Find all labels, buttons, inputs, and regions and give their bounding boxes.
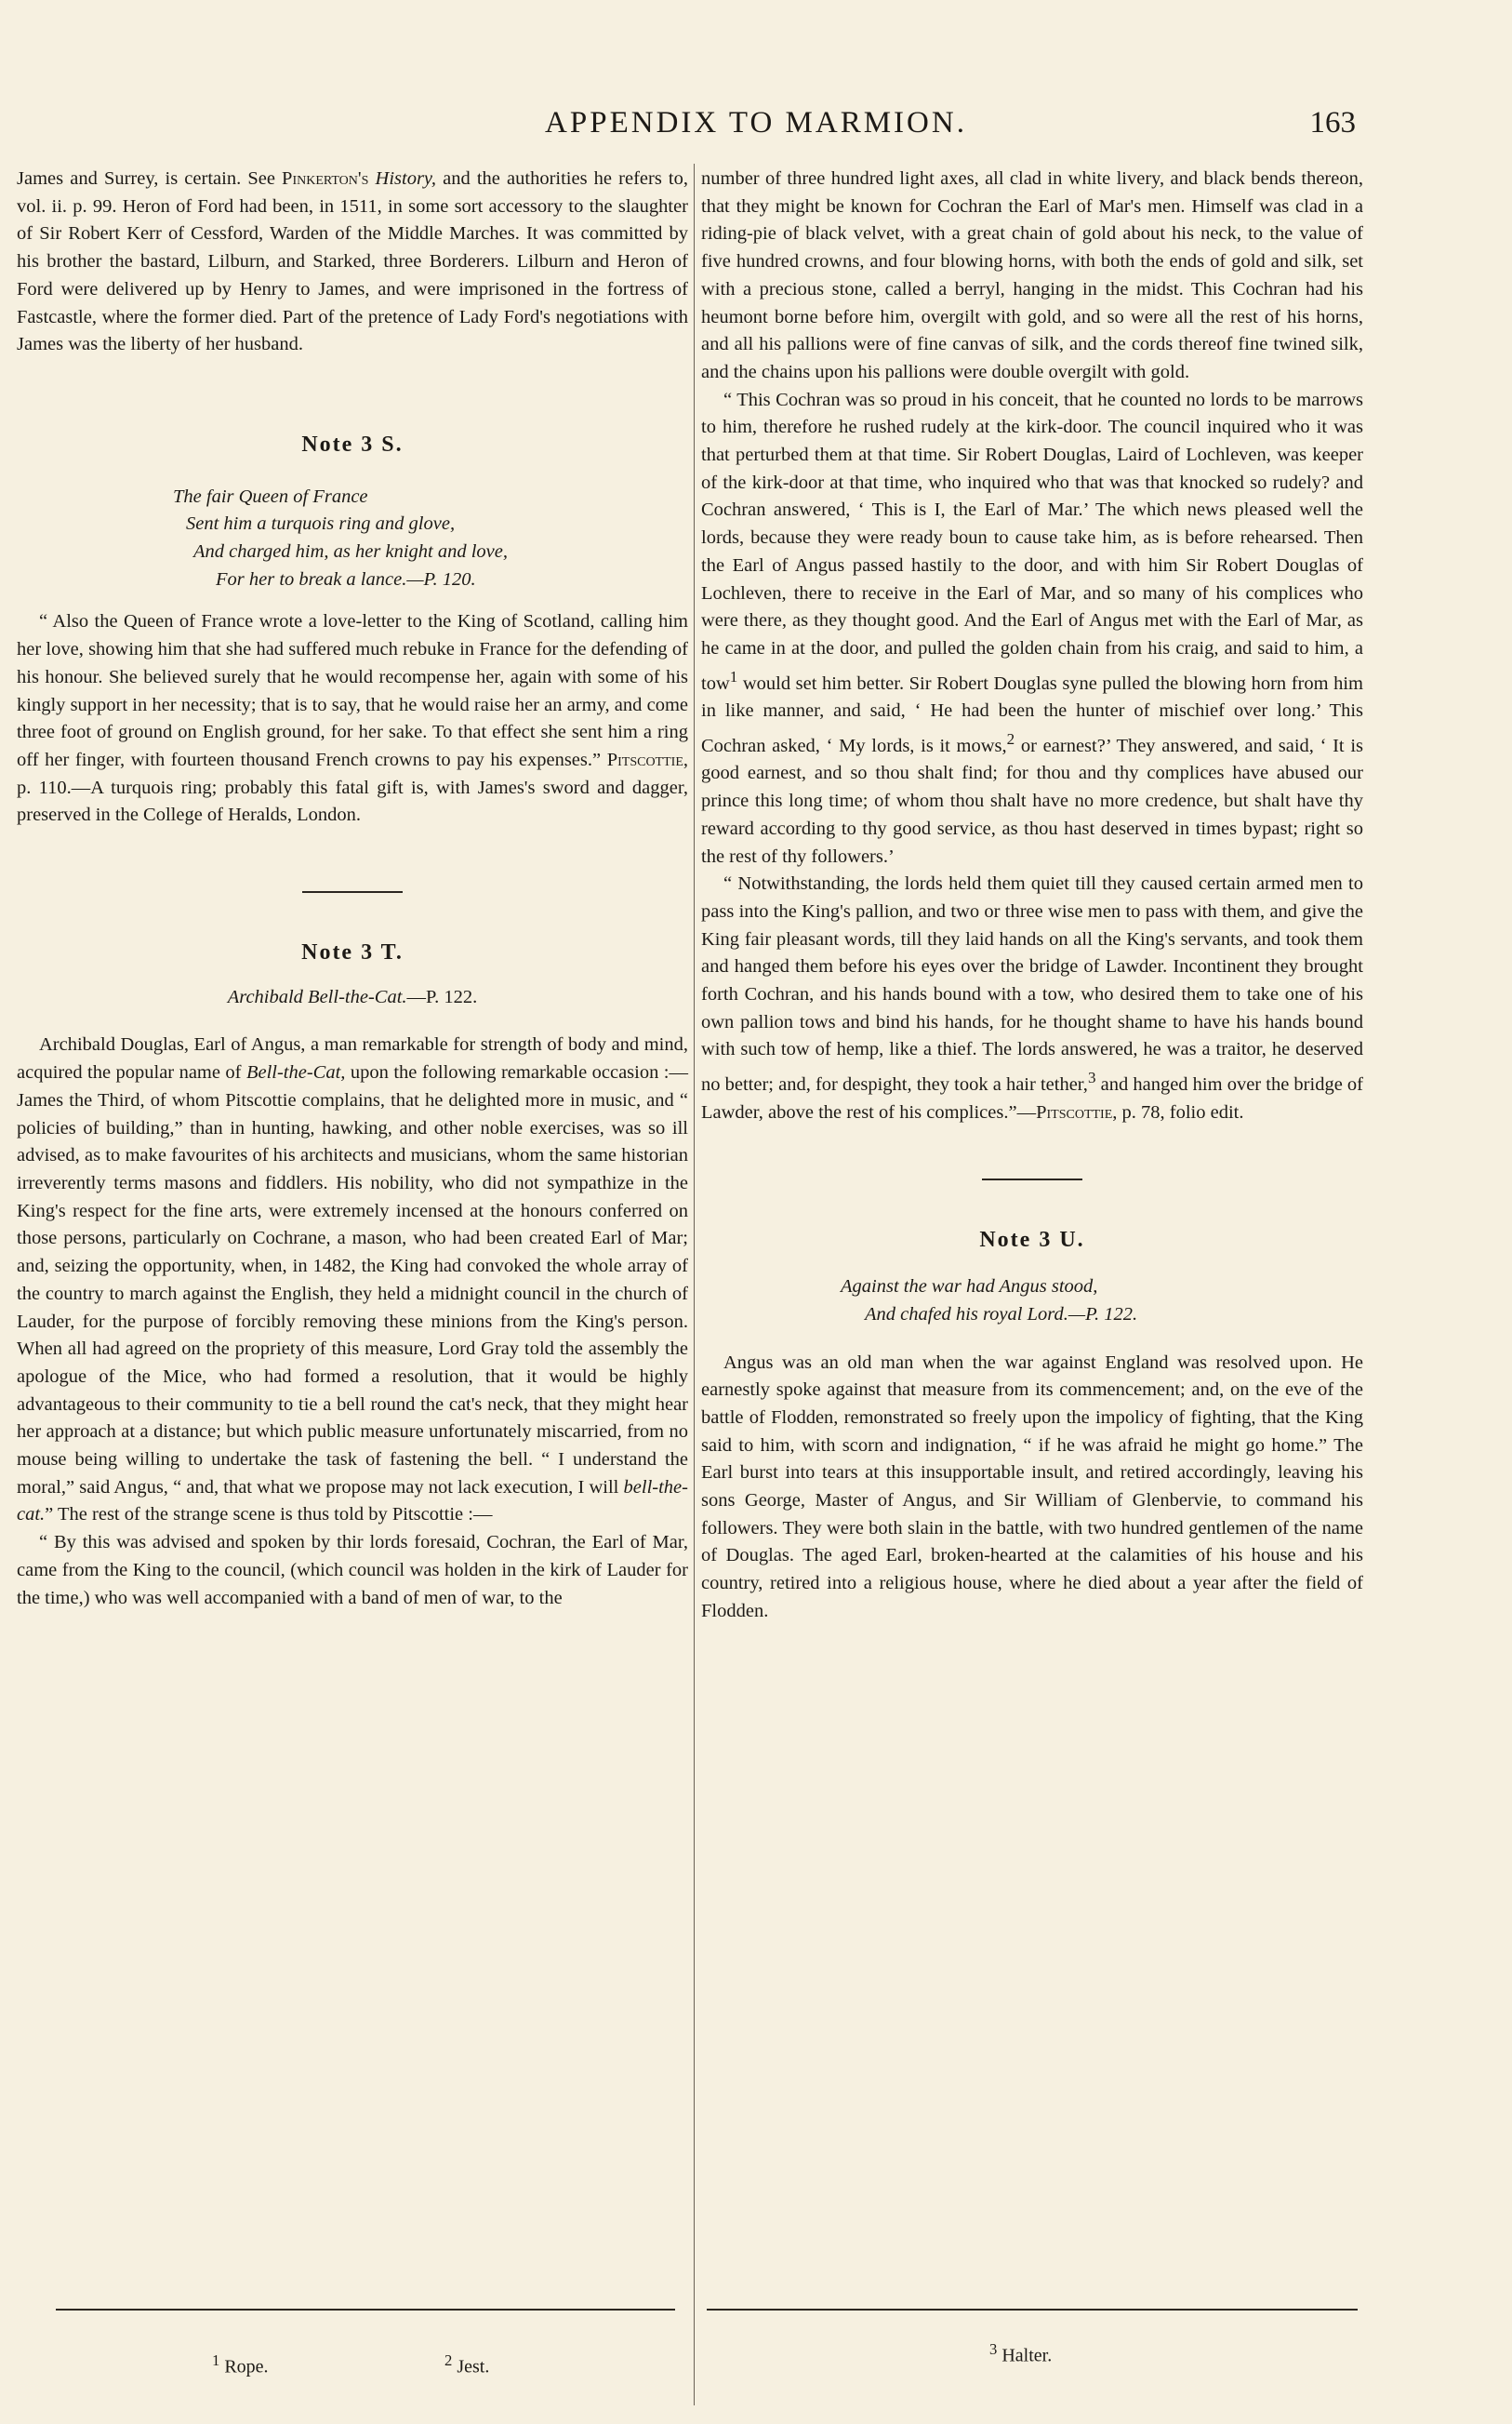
note-3s-verse: [17, 484, 688, 594]
verse-line: The fair Queen of France: [173, 486, 368, 507]
running-title: APPENDIX TO MARMION.: [545, 106, 967, 140]
footnote-rule-left: [56, 2309, 675, 2311]
footnote-1: $^1$ Rope.: [212, 2351, 269, 2377]
footnote-rule-right: [707, 2309, 1358, 2311]
footnote-ref: 1: [729, 667, 738, 686]
verse-line: Sent him a turquois ring and glove,: [186, 513, 456, 535]
note-3s-body: “ Also the Queen of France wrote a love-letter to the King of Scotland, calling him her love, showing him that she had suffered much rebuke in France for the defending of his honour. She believed surely that he would recompense her, again with some of his kingly support in her necessity; that is to say, that he would raise her an army, and come three foot of ground on English ground, for her sake. To that effect she sent him a ring off her finger, with fourteen thousand French crowns to pay his expenses.” Pitscottie, p. 110.—A turquois ring; probably this fatal gift is, with James's sword and dagger, preserved in the College of Heralds, London.: [17, 611, 688, 826]
note-3t-subheading: Archibald Bell-the-Cat.—P. 122.: [227, 986, 478, 1007]
quote-paragraph: “ Notwithstanding, the lords held them quiet till they caused certain armed men to pass into the King's pallion, and two or three wise men to pass with them, and give the King fair pleasant words, till they laid hands on all the King's servants, and took them and hanged them before his eyes over the bridge of Lawder. Incontinent they brought forth Cochran, and his hands bound with a tow, who desired them to take one of his own pallion tows and bind his hands, for he thought shame to have his hands bound with such tow of hemp, like a thief. The lords answered, he was a traitor, he deserved no better; and, for despight, they took a hair tether,$^3$ and hanged him over the bridge of Lawder, above the rest of his complices.”—Pitscottie, p. 78, folio edit.: [701, 873, 1363, 1123]
quote-paragraph: “ This Cochran was so proud in his conceit, that he counted no lords to be marrows to him, therefore he rushed rudely at the kirk-door. The council inquired who it was that perturbed them at that time. Sir Robert Douglas, Laird of Lochleven, was keeper of the kirk-door at that time, who inquired who that was that knocked so rudely? and Cochran answered, ‘ This is I, the Earl of Mar.’ The which news pleased well the lords, because they were ready boun to cause take him, as is before rehearsed. Then the Earl of Angus passed hastily to the door, and with him Sir Robert Douglas of Lochleven, there to receive in the Earl of Mar, and so many of his complices who were there, as they thought good. And the Earl of Angus met with the Earl of Mar, as he came in at the door, and pulled the golden chain from his craig, and said to him, a tow$^1$ would set him better. Sir Robert Douglas syne pulled the blowing horn from him in like manner, and said, ‘ He had been the hunter of mischief over long.’ This Cochran asked, ‘ My lords, is it mows,$^2$ or earnest?’ They answered, and said, ‘ It is good earnest, and so thou shalt find; for thou and thy complices have abused our prince this long time; of whom thou shalt have no more credence, but shalt have thy reward according to thy good service, as thou hast deserved in times bypast; right so the rest of thy followers.’: [701, 389, 1363, 867]
right-column: [701, 166, 1363, 1626]
verse-line: For her to break a lance.—P. 120.: [216, 568, 476, 590]
verse-line: And chafed his royal Lord.—P. 122.: [865, 1303, 1138, 1325]
footnote-ref: 2: [1006, 729, 1015, 748]
note-3u-verse: [701, 1273, 1363, 1328]
note-3t-heading: Note 3 T.: [301, 940, 404, 966]
quote-continuation: number of three hundred light axes, all clad in white livery, and black bends thereon, that they might be known for Cochran the Earl of Mar's men. Himself was clad in a riding-pie of black velvet, with a great chain of gold about his neck, to the value of five hundred crowns, and four blowing horns, with both the ends of gold and silk, set with a precious stone, called a berryl, hanging in the midst. This Cochran had his heumont borne before him, overgilt with gold, and so were all the rest of his horns, and all his pallions were of fine canvas of silk, and the cords thereof fine twined silk, and the chains upon his pallions were double overgilt with gold.: [701, 168, 1363, 382]
note-3u-body: Angus was an old man when the war against England was resolved upon. He earnestly spoke against that measure from its commencement; and, on the eve of the battle of Flodden, remonstrated so freely upon the impolicy of fighting, that the King said to him, with scorn and indignation, “ if he was afraid he might go home.” The Earl burst into tears at this insupportable insult, and retired accordingly, leaving his sons George, Master of Angus, and Sir William of Glenbervie, to command his followers. They were both slain in the battle, with two hundred gentlemen of the name of Douglas. The aged Earl, broken-hearted at the calamities of his house and his country, retired into a religious house, where he died about a year after the field of Flodden.: [701, 1352, 1363, 1621]
verse-line: And charged him, as her knight and love,: [193, 541, 508, 563]
continuation-paragraph: James and Surrey, is certain. See Pinkerton's History, and the authorities he refers to, vol. ii. p. 99. Heron of Ford had been, in 1511, in some sort accessory to the slaughter of Sir Robert Kerr of Cessford, Warden of the Middle Marches. It was committed by his brother the bastard, Lilburn, and Starked, three Borderers. Lilburn and Heron of Ford were delivered up by Henry to James, and were imprisoned in the fortress of Fastcastle, where the former died. Part of the pretence of Lady Ford's negotiations with James was the liberty of her husband.: [17, 168, 688, 355]
note-3s-heading: Note 3 S.: [301, 432, 404, 457]
note-3t-quote: “ By this was advised and spoken by thir lords foresaid, Cochran, the Earl of Mar, came from the King to the council, (which council was holden in the kirk of Lauder for the time,) who was well accompanied with a band of men of war, to the: [17, 1532, 688, 1608]
footnote-ref: 3: [1087, 1069, 1096, 1087]
running-header: [0, 100, 1512, 147]
column-divider: [694, 164, 695, 2405]
footnote-2: $^2$ Jest.: [444, 2351, 490, 2377]
left-column: [17, 166, 688, 1612]
note-3t-paragraph: Archibald Douglas, Earl of Angus, a man remarkable for strength of body and mind, acquired the popular name of Bell-the-Cat, upon the following remarkable occasion :—James the Third, of whom Pitscottie complains, that he delighted more in music, and “ policies of building,” than in hunting, hawking, and other noble exercises, was so ill advised, as to make favourites of his architects and musicians, whom the same historian irreverently terms masons and fiddlers. His nobility, who did not sympathize in the King's respect for the fine arts, were extremely incensed at the honours conferred on those persons, particularly on Cochrane, a mason, who had been created Earl of Mar; and, seizing the opportunity, when, in 1482, the King had convoked the whole array of the country to march against the English, they held a midnight council in the church of Lauder, for the purpose of forcibly removing these minions from the King's person. When all had agreed on the propriety of this measure, Lord Gray told the assembly the apologue of the Mice, who had formed a resolution, that it would be highly advantageous to their community to tie a bell round the cat's neck, that they might hear her approach at a distance; but which public measure unfortunately miscarried, from no mouse being willing to undertake the task of fastening the bell. “ I understand the moral,” said Angus, “ and, that what we propose may not lack execution, I will bell-the-cat.” The rest of the strange scene is thus told by Pitscottie :—: [17, 1034, 688, 1525]
verse-line: Against the war had Angus stood,: [841, 1276, 1098, 1298]
footnote-3: $^3$ Halter.: [989, 2340, 1053, 2366]
note-3u-heading: Note 3 U.: [979, 1228, 1085, 1253]
page-number: 163: [1309, 106, 1356, 140]
